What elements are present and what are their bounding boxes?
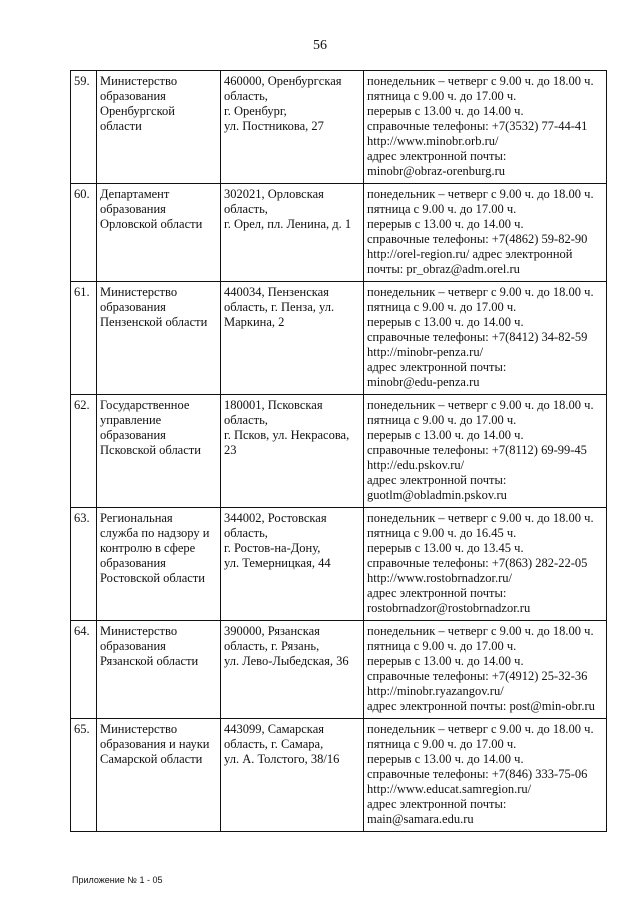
postal-address: 344002, Ростовская область, г. Ростов-на-Дону, ул. Темерницкая, 44 [221,508,364,621]
organization-name: Региональная служба по надзору и контролю в сфере образования Ростовской области [97,508,221,621]
organization-name: Министерство образования Оренбургской области [97,71,221,184]
postal-address: 460000, Оренбургская область, г. Оренбург, ул. Постникова, 27 [221,71,364,184]
table-row [71,719,607,832]
postal-address: 390000, Рязанская область, г. Рязань, ул. Лево-Лыбедская, 36 [221,621,364,719]
page-number: 56 [313,38,327,53]
organization-name: Министерство образования Пензенской области [97,282,221,395]
postal-address: 302021, Орловская область, г. Орел, пл. Ленина, д. 1 [221,184,364,282]
appendix-footer: Приложение № 1 - 05 [72,875,163,885]
row-number: 60. [71,184,97,282]
directory-table [70,70,607,832]
row-number: 61. [71,282,97,395]
row-number: 59. [71,71,97,184]
row-number: 64. [71,621,97,719]
contact-info: понедельник – четверг с 9.00 ч. до 18.00 ч. пятница с 9.00 ч. до 17.00 ч. перерыв с 13.00 ч. до 14.00 ч. справочные телефоны: +7(846) 333-75-06 http://www.educat.samregion.ru/ адрес электронной почты: main@samara.edu.ru [364,719,607,832]
contact-info: понедельник – четверг с 9.00 ч. до 18.00 ч. пятница с 9.00 ч. до 17.00 ч. перерыв с 13.00 ч. до 14.00 ч. справочные телефоны: +7(8412) 34-82-59 http://minobr-penza.ru/ адрес электронной почты: minobr@edu-penza.ru [364,282,607,395]
contact-info: понедельник – четверг с 9.00 ч. до 18.00 ч. пятница с 9.00 ч. до 16.45 ч. перерыв с 13.00 ч. до 13.45 ч. справочные телефоны: +7(863) 282-22-05 http://www.rostobrnadzor.ru/ адрес электронной почты: rostobrnadzor@rostobrnadzor.ru [364,508,607,621]
row-number: 65. [71,719,97,832]
table-row [71,184,607,282]
contact-info: понедельник – четверг с 9.00 ч. до 18.00 ч. пятница с 9.00 ч. до 17.00 ч. перерыв с 13.00 ч. до 14.00 ч. справочные телефоны: +7(8112) 69-99-45 http://edu.pskov.ru/ адрес электронной почты: guotlm@obladmin.pskov.ru [364,395,607,508]
contact-info: понедельник – четверг с 9.00 ч. до 18.00 ч. пятница с 9.00 ч. до 17.00 ч. перерыв с 13.00 ч. до 14.00 ч. справочные телефоны: +7(4912) 25-32-36 http://minobr.ryazangov.ru/ адрес электронной почты: post@min-obr.ru [364,621,607,719]
table-row [71,508,607,621]
table-row [71,621,607,719]
organization-name: Государственное управление образования Псковской области [97,395,221,508]
table-row [71,282,607,395]
postal-address: 180001, Псковская область, г. Псков, ул. Некрасова, 23 [221,395,364,508]
postal-address: 443099, Самарская область, г. Самара, ул. А. Толстого, 38/16 [221,719,364,832]
table-row [71,395,607,508]
postal-address: 440034, Пензенская область, г. Пенза, ул. Маркина, 2 [221,282,364,395]
organization-name: Министерство образования Рязанской области [97,621,221,719]
row-number: 62. [71,395,97,508]
table-row [71,71,607,184]
organization-name: Министерство образования и науки Самарской области [97,719,221,832]
organization-name: Департамент образования Орловской области [97,184,221,282]
contact-info: понедельник – четверг с 9.00 ч. до 18.00 ч. пятница с 9.00 ч. до 17.00 ч. перерыв с 13.00 ч. до 14.00 ч. справочные телефоны: +7(4862) 59-82-90 http://orel-region.ru/ адрес электронной почты: pr_obraz@adm.orel.ru [364,184,607,282]
row-number: 63. [71,508,97,621]
contact-info: понедельник – четверг с 9.00 ч. до 18.00 ч. пятница с 9.00 ч. до 17.00 ч. перерыв с 13.00 ч. до 14.00 ч. справочные телефоны: +7(3532) 77-44-41 http://www.minobr.orb.ru/ адрес электронной почты: minobr@obraz-orenburg.ru [364,71,607,184]
